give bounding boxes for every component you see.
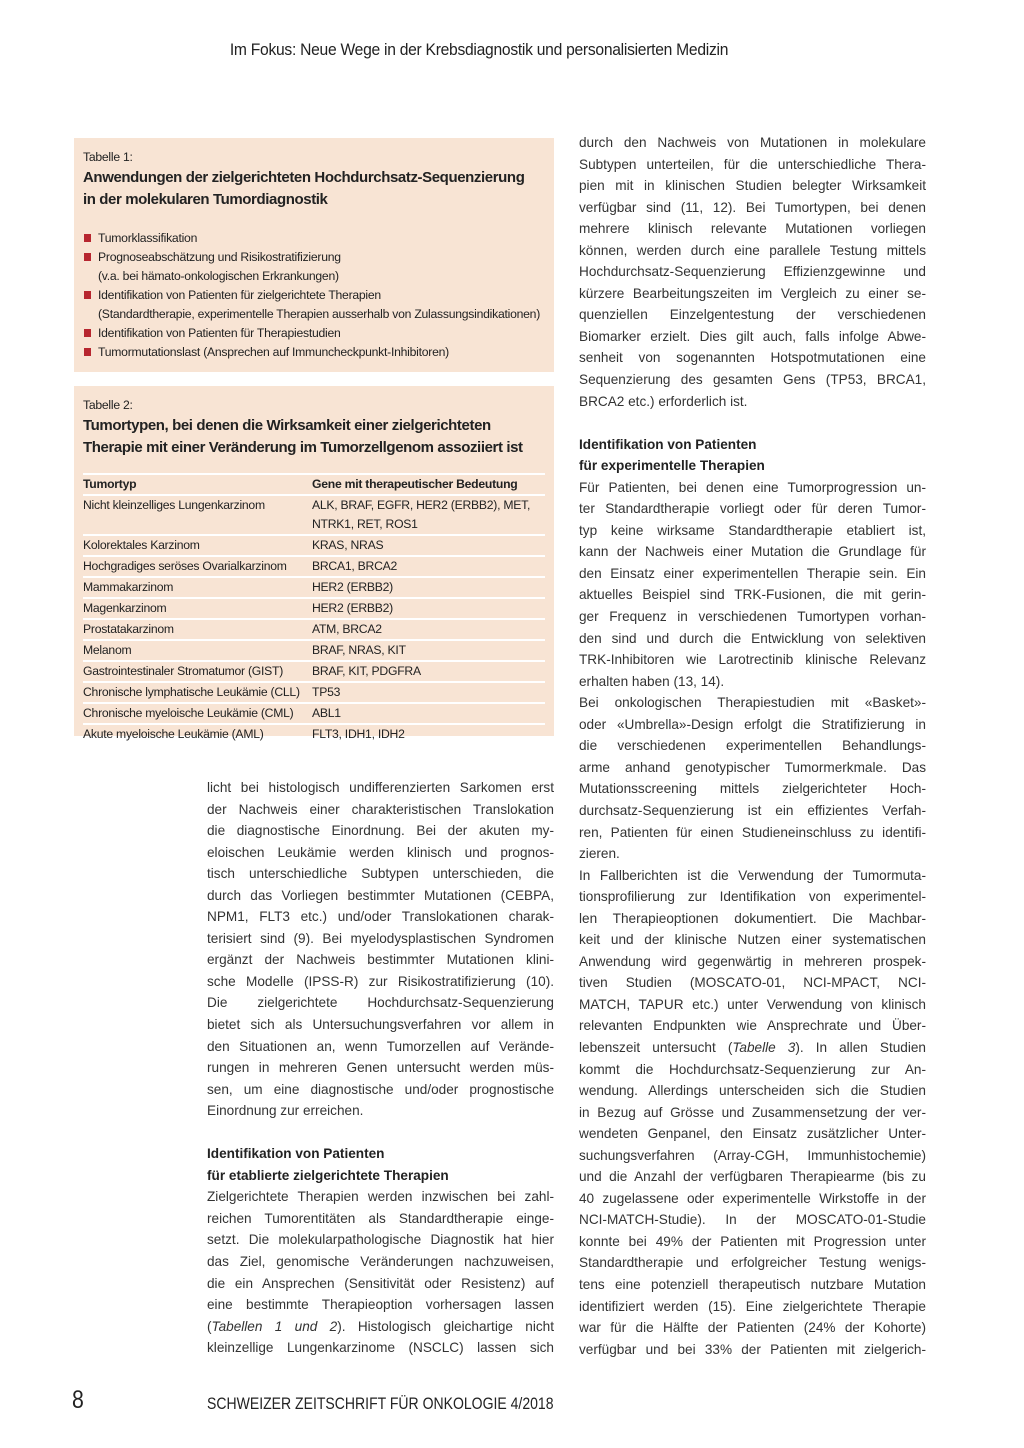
table-1-title-line: in der molekularen Tumordiagnostik <box>83 191 328 208</box>
paragraph-line: (Tabellen 1 und 2). Histologisch gleichartige nicht <box>207 1318 554 1334</box>
paragraph-line: identifiziert werden (15). Eine zielgerichtete Therapie <box>579 1298 926 1314</box>
paragraph-line: rungen in mehreren Genen untersucht werden müs- <box>207 1060 554 1076</box>
paragraph-line: Hochdurchsatz-Sequenzierung Effizienzgewinne und <box>579 264 926 280</box>
paragraph-line: den sind und durch die Entwicklung von selektiven <box>579 630 926 646</box>
paragraph-line: durch den Nachweis von Mutationen in molekulare <box>579 135 926 150</box>
paragraph-line: MATCH, TAPUR etc.) unter Verwendung von klinisch <box>579 996 926 1012</box>
list-item-text: Prognoseabschätzung und Risikostratifizierung <box>98 250 341 264</box>
section-heading-line: Identifikation von Patienten <box>207 1146 385 1162</box>
cell-gene: BRAF, NRAS, KIT <box>312 640 545 661</box>
square-bullet-icon <box>84 329 91 337</box>
cell-tumortyp: Hochgradiges seröses Ovarialkarzinom <box>83 556 312 577</box>
cell-gene: KRAS, NRAS <box>312 535 545 556</box>
page-number: 8 <box>72 1386 84 1414</box>
paragraph-line: Sequenzierung des gesamten Gens (TP53, BRCA1, <box>579 372 926 388</box>
paragraph-line: Anwendung wird gegenwärtig in mehreren prospek- <box>579 953 926 969</box>
paragraph-line: ter Standardtherapie vorliegt oder für deren Tumor- <box>579 501 926 517</box>
table-header-row <box>83 474 545 495</box>
table-row <box>83 598 545 619</box>
paragraph-line: den Situationen an, wenn Tumorzellen auf Verände- <box>207 1038 554 1054</box>
table-2-title-line: Tumortypen, bei denen die Wirksamkeit einer zielgerichteten <box>83 417 491 434</box>
paragraph-line: durchsatz-Sequenzierung ist ein effizientes Verfah- <box>579 802 926 818</box>
paragraph-line: tisch unterschiedliche Subtypen unterschieden, die <box>207 866 554 882</box>
paragraph-line: lebenszeit untersucht (Tabelle 3). In allen Studien <box>579 1039 926 1055</box>
running-header: Im Fokus: Neue Wege in der Krebsdiagnostik und personalisierten Medizin <box>229 40 729 59</box>
paragraph-line: In Fallberichten ist die Verwendung der Tumormuta- <box>579 867 926 883</box>
paragraph-line: len Therapieoptionen dokumentiert. Die Machbar- <box>579 910 926 926</box>
paragraph-line: Subtypen unterteilen, für die unterschiedliche Thera- <box>579 156 926 172</box>
journal-footer: SCHWEIZER ZEITSCHRIFT FÜR ONKOLOGIE 4/2018 <box>207 1395 554 1413</box>
cell-gene: ABL1 <box>312 703 545 724</box>
table-row <box>83 661 545 682</box>
table-1-list-item <box>83 343 544 362</box>
paragraph-line: TRK-Inhibitoren wie Larotrectinib klinische Relevanz <box>579 652 926 668</box>
square-bullet-icon <box>84 234 91 242</box>
column-header-gene: Gene mit therapeutischer Bedeutung <box>312 474 545 495</box>
table-1-list-item <box>83 229 544 248</box>
cell-gene: TP53 <box>312 682 545 703</box>
cell-tumortyp: Chronische lymphatische Leukämie (CLL) <box>83 682 312 703</box>
paragraph-line: kleinzellige Lungenkarzinome (NSCLC) lassen sich <box>207 1340 554 1356</box>
list-item-text: (Standardtherapie, experimentelle Therapien ausserhalb von Zulassungsindikationen) <box>98 307 541 321</box>
list-item-text: Tumorklassifikation <box>98 231 198 245</box>
cell-gene: BRCA1, BRCA2 <box>312 556 545 577</box>
list-item-text: (v.a. bei hämato-onkologischen Erkrankungen) <box>98 269 339 283</box>
table-2-box <box>74 386 554 741</box>
paragraph-line: aktuelles Beispiel sind TRK-Fusionen, die mit gerin- <box>579 587 926 603</box>
table-1-list-item <box>83 248 544 286</box>
paragraph-line: tiven Studien (MOSCATO-01, NCI-MPACT, NCI- <box>579 975 926 991</box>
table-1-box <box>74 138 554 372</box>
section-heading-line: für etablierte zielgerichtete Therapien <box>207 1167 449 1183</box>
table-row <box>83 640 545 661</box>
table-2 <box>83 473 545 746</box>
paragraph-line: sen, um eine diagnostische und/oder prognostische <box>207 1081 554 1097</box>
paragraph-line: kann der Nachweis einer Mutation die Grundlage für <box>579 544 926 560</box>
table-1-list <box>83 229 544 362</box>
paragraph-line: reichen Tumorentitäten als Standardtherapie einge- <box>207 1210 554 1226</box>
spacer <box>579 412 926 434</box>
paragraph-line: kommt die Hochdurchsatz-Sequenzierung zur An- <box>579 1061 926 1077</box>
table-row <box>83 495 545 535</box>
table-row <box>83 556 545 577</box>
table-row <box>83 724 545 745</box>
cell-tumortyp: Magenkarzinom <box>83 598 312 619</box>
paragraph-line: konnte bei 49% der Patienten mit Progression unter <box>579 1233 926 1249</box>
section-heading-line: Identifikation von Patienten <box>579 436 757 452</box>
paragraph-line: zieren. <box>579 846 620 862</box>
paragraph-line: setzt. Die molekularpathologische Diagnostik hat hier <box>207 1232 554 1248</box>
table-row <box>83 703 545 724</box>
paragraph-line: das Ziel, genomische Veränderungen nachzuweisen, <box>207 1254 554 1270</box>
cell-tumortyp: Nicht kleinzelliges Lungenkarzinom <box>83 495 312 535</box>
table-1-title <box>83 167 544 211</box>
table-reference: Tabellen 1 und 2 <box>211 1318 338 1334</box>
paragraph-line: keit und der klinische Nutzen einer systematischen <box>579 932 926 948</box>
paragraph-line: eloischen Leukämie werden klinisch und prognos- <box>207 844 554 860</box>
paragraph-line: BRCA2 etc.) erforderlich ist. <box>579 393 748 409</box>
paragraph-line: verfügbar und bei 33% der Patienten mit zielgerich- <box>579 1341 926 1357</box>
list-item-text: Identifikation von Patienten für Therapiestudien <box>98 326 341 340</box>
list-item-text: Identifikation von Patienten für zielgerichtete Therapien <box>98 288 381 302</box>
cell-tumortyp: Akute myeloische Leukämie (AML) <box>83 724 312 745</box>
table-2-title <box>83 415 544 459</box>
paragraph-line: oder «Umbrella»-Design erfolgt die Stratifizierung in <box>579 716 926 732</box>
paragraph-line: tionsprofilierung zur Identifikation von experimentel- <box>579 889 926 905</box>
cell-gene: FLT3, IDH1, IDH2 <box>312 724 545 745</box>
table-row <box>83 535 545 556</box>
paragraph-line: erhalten haben (13, 14). <box>579 673 725 689</box>
paragraph-line: Bei onkologischen Therapiestudien mit «Basket»- <box>579 695 926 711</box>
paragraph-line: sche Modelle (IPSS-R) zur Risikostratifizierung (10). <box>207 973 554 989</box>
table-row <box>83 682 545 703</box>
spacer <box>207 1122 554 1144</box>
right-text-column <box>579 132 926 1360</box>
paragraph-line: die verschiedenen experimentellen Behandlungs- <box>579 738 926 754</box>
paragraph-line: licht bei histologisch undifferenzierten Sarkomen erst <box>207 780 554 795</box>
table-1-label: Tabelle 1: <box>83 150 133 164</box>
cell-gene: BRAF, KIT, PDGFRA <box>312 661 545 682</box>
table-reference: Tabelle 3 <box>732 1039 796 1055</box>
paragraph-line: Standardtherapie und erfolgreicher Testung wenigs- <box>579 1255 926 1271</box>
table-1-list-item <box>83 324 544 343</box>
cell-gene: HER2 (ERBB2) <box>312 577 545 598</box>
paragraph-line: eine bestimmte Therapieoption vorhersagen lassen <box>207 1297 554 1313</box>
paragraph-line: Die zielgerichtete Hochdurchsatz-Sequenzierung <box>207 995 554 1011</box>
paragraph-line: Mutationsscreening mittels zielgerichteter Hoch- <box>579 781 926 797</box>
list-item-text: Tumormutationslast (Ansprechen auf Immuncheckpunkt-Inhibitoren) <box>98 345 449 359</box>
table-2-label: Tabelle 2: <box>83 398 133 412</box>
paragraph-line: können, werden durch eine parallele Testung mittels <box>579 242 926 258</box>
paragraph-line: relevanten Endpunkten wie Ansprechrate und Über- <box>579 1018 926 1034</box>
square-bullet-icon <box>84 291 91 299</box>
paragraph-line: mehrere klinisch relevante Mutationen vorliegen <box>579 221 926 237</box>
cell-tumortyp: Kolorektales Karzinom <box>83 535 312 556</box>
cell-tumortyp: Prostatakarzinom <box>83 619 312 640</box>
paragraph-line: arme anhand genotypischer Tumormerkmale. Das <box>579 759 926 775</box>
paragraph-line: ger Frequenz in verschiedenen Tumortypen vorhan- <box>579 609 926 625</box>
paragraph-line: bietet sich als Untersuchungsverfahren vor allem in <box>207 1017 554 1033</box>
paragraph-line: suchungsverfahren (Array-CGH, Immunhistochemie) <box>579 1147 926 1163</box>
cell-gene: HER2 (ERBB2) <box>312 598 545 619</box>
paragraph-line: war für die Hälfte der Patienten (24% der Kohorte) <box>579 1320 926 1336</box>
cell-gene: ATM, BRCA2 <box>312 619 545 640</box>
paragraph-line: die ein Ansprechen (Sensitivität oder Resistenz) auf <box>207 1275 554 1291</box>
cell-tumortyp: Chronische myeloische Leukämie (CML) <box>83 703 312 724</box>
square-bullet-icon <box>84 253 91 261</box>
table-1-list-item <box>83 286 544 324</box>
paragraph-line: ren, Patienten für einen Studieneinschluss zu identifi- <box>579 824 926 840</box>
paragraph-line: Einordnung zur erreichen. <box>207 1103 364 1119</box>
paragraph-line: verfügbar sind (11, 12). Bei Tumortypen, bei denen <box>579 199 926 215</box>
paragraph-line: und die Anzahl der verfügbaren Therapiearme (bis zu <box>579 1169 926 1185</box>
paragraph-line: Zielgerichtete Therapien werden inzwischen bei zahl- <box>207 1189 554 1205</box>
cell-gene: ALK, BRAF, EGFR, HER2 (ERBB2), MET, NTRK1, RET, ROS1 <box>312 495 545 535</box>
paragraph-line: den Einsatz einer experimentellen Therapie sein. Ein <box>579 565 926 581</box>
table-1-title-line: Anwendungen der zielgerichteten Hochdurchsatz-Sequenzierung <box>83 169 525 186</box>
paragraph-line: wendung. Allerdings unterscheiden sich die Studien <box>579 1083 926 1099</box>
section-heading-line: für experimentelle Therapien <box>579 458 765 474</box>
square-bullet-icon <box>84 348 91 356</box>
paragraph-line: senheit von sogenannten Hotspotmutationen eine <box>579 350 926 366</box>
cell-tumortyp: Gastrointestinaler Stromatumor (GIST) <box>83 661 312 682</box>
cell-tumortyp: Mammakarzinom <box>83 577 312 598</box>
left-text-column <box>207 777 554 1359</box>
table-2-title-line: Therapie mit einer Veränderung im Tumorzellgenom assoziiert ist <box>83 439 523 456</box>
paragraph-line: durch das Vorliegen bestimmter Mutationen (CEBPA, <box>207 887 554 903</box>
paragraph-line: quenziellen Einzelgentestung der verschiedenen <box>579 307 926 323</box>
cell-tumortyp: Melanom <box>83 640 312 661</box>
paragraph-line: terisiert sind (9). Bei myelodysplastischen Syndromen <box>207 930 554 946</box>
paragraph-line: kürzere Bearbeitungszeiten im Vergleich zu einer se- <box>579 285 926 301</box>
paragraph-line: in Bezug auf Grösse und Zusammensetzung der ver- <box>579 1104 926 1120</box>
paragraph-line: tens eine potenziell therapeutisch nutzbare Mutation <box>579 1276 926 1292</box>
paragraph-line: die diagnostische Einordnung. Bei der akuten my- <box>207 823 554 839</box>
paragraph-line: Biomarker erzielt. Dies gilt auch, falls infolge Abwe- <box>579 328 926 344</box>
paragraph-line: 40 zugelassene oder experimentelle Wirkstoffe in der <box>579 1190 926 1206</box>
table-row <box>83 577 545 598</box>
paragraph-line: NPM1, FLT3 etc.) und/oder Translokationen charak- <box>207 909 554 925</box>
column-header-tumortyp: Tumortyp <box>83 474 312 495</box>
paragraph-line: pien mit in klinischen Studien belegter Wirksamkeit <box>579 178 926 194</box>
paragraph-line: wendeten Genpanel, den Einsatz zusätzlicher Unter- <box>579 1126 926 1142</box>
paragraph-line: der Nachweis einer charakteristischen Translokation <box>207 801 554 817</box>
paragraph-line: typ keine wirksame Standardtherapie etabliert ist, <box>579 522 926 538</box>
paragraph-line: Für Patienten, bei denen eine Tumorprogression un- <box>579 479 926 495</box>
paragraph-line: NCI-MATCH-Studie). In der MOSCATO-01-Studie <box>579 1212 926 1228</box>
table-row <box>83 619 545 640</box>
paragraph-line: ergänzt der Nachweis bestimmter Mutationen klini- <box>207 952 554 968</box>
